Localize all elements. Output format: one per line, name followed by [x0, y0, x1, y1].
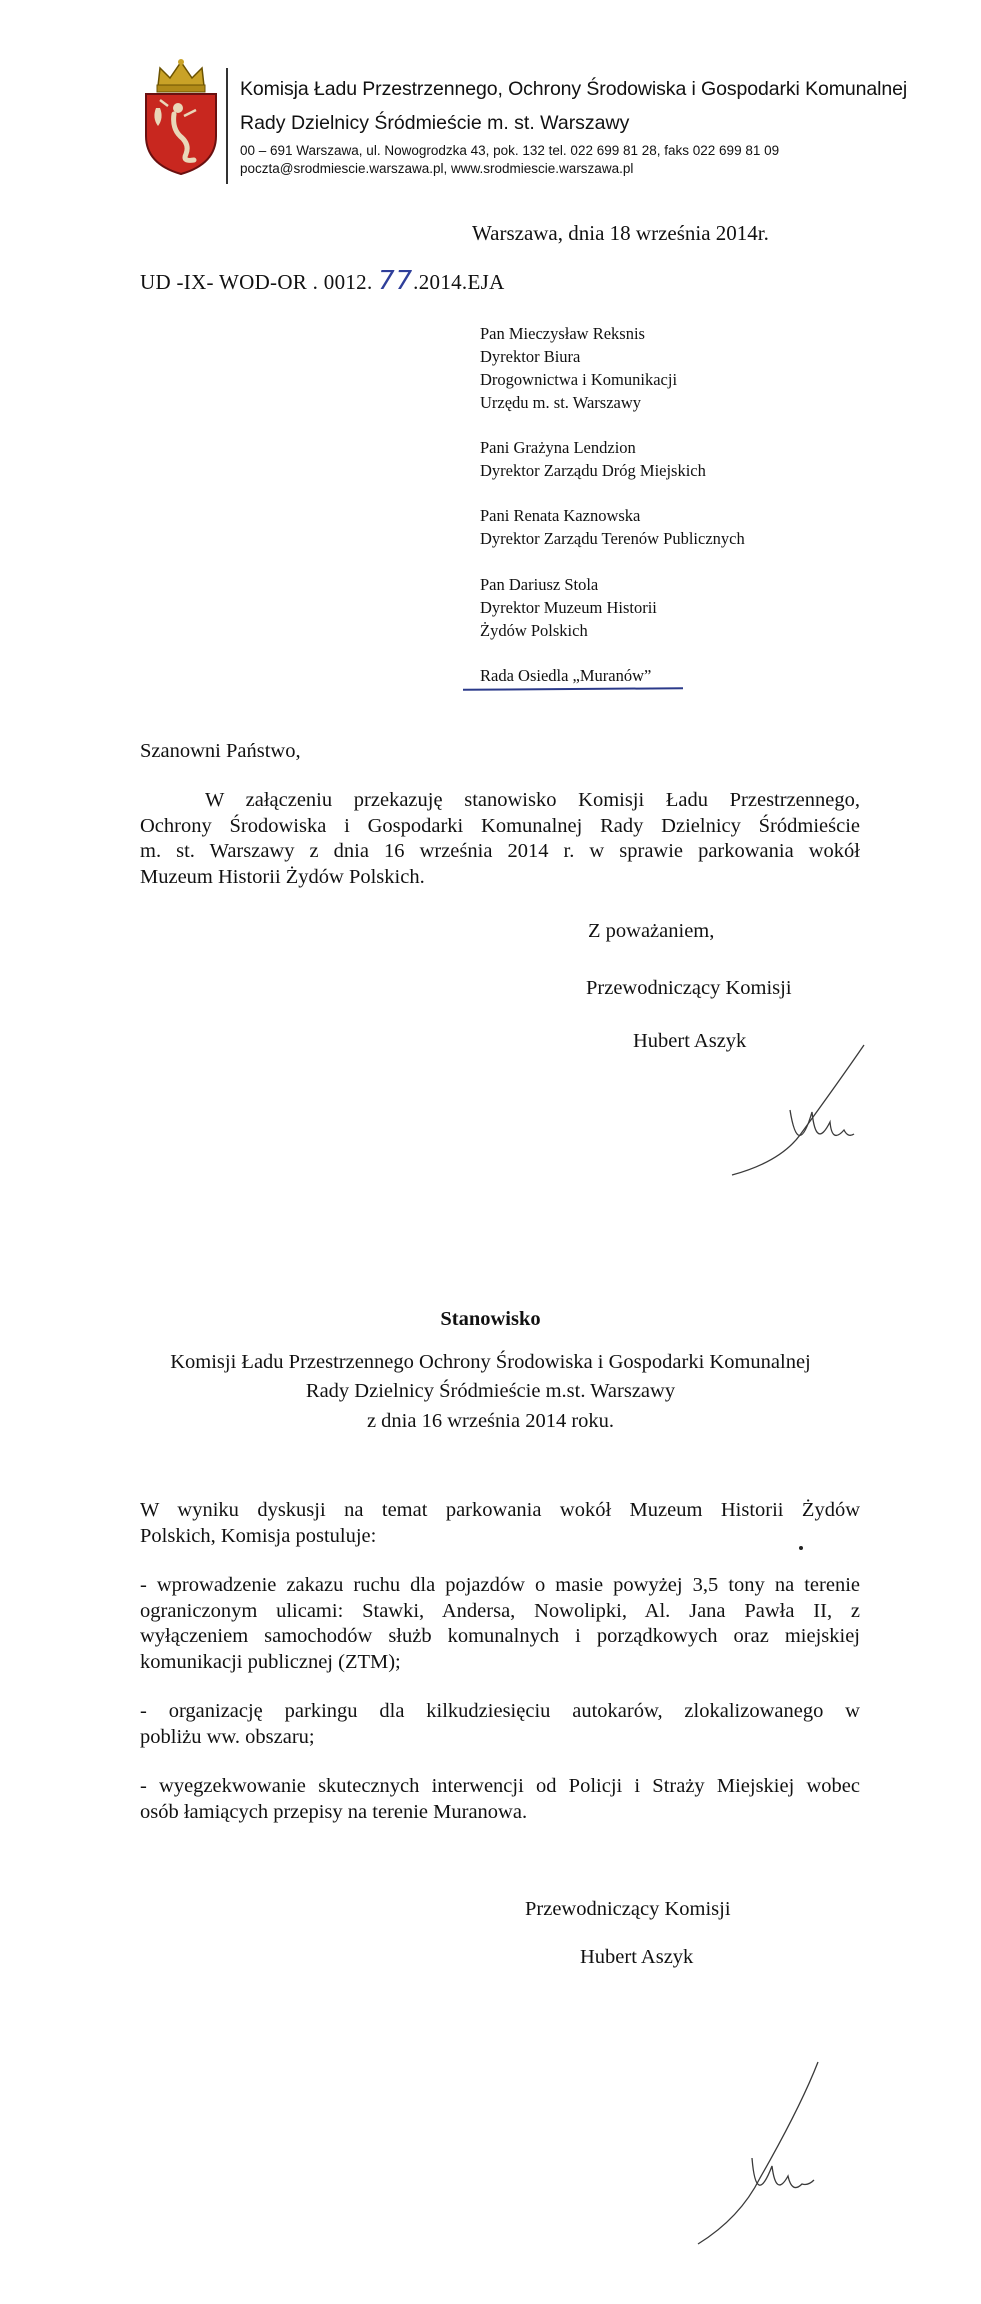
point-line: - wprowadzenie zakazu ruchu dla pojazdów o masie powyżej 3,5 tony na terenie — [140, 1574, 860, 1596]
point-line: - wyegzekwowanie skutecznych interwencji od Policji i Straży Miejskiej wobec — [140, 1775, 860, 1797]
signer-title: Przewodniczący Komisji — [586, 977, 792, 999]
recipient-line: Żydów Polskich — [480, 621, 588, 640]
org-contact: poczta@srodmiescie.warszawa.pl, www.srodmiescie.warszawa.pl — [240, 161, 634, 176]
recipient-line: Drogownictwa i Komunikacji — [480, 370, 678, 389]
reference-prefix: UD -IX- WOD-OR . 0012. — [140, 270, 379, 294]
org-council: Rady Dzielnicy Śródmieście m. st. Warszawy — [240, 112, 630, 134]
point-line: ograniczonym ulicami: Stawki, Andersa, Nowolipki, Al. Jana Pawła II, z — [140, 1599, 860, 1622]
handwritten-signature-2 — [690, 2058, 850, 2248]
reference-suffix: .2014.EJA — [413, 270, 505, 294]
recipient-lendzion — [480, 436, 780, 482]
recipient-line: Pan Mieczysław Reksnis — [480, 324, 645, 343]
org-name: Komisja Ładu Przestrzennego, Ochrony Środowiska i Gospodarki Komunalnej — [240, 78, 908, 100]
closing: Z poważaniem, — [588, 920, 715, 942]
recipient-line: Pani Grażyna Lendzion — [480, 438, 636, 457]
statement-heading: Stanowisko — [440, 1308, 541, 1330]
recipient-line: Pani Renata Kaznowska — [480, 506, 641, 525]
salutation: Szanowni Państwo, — [140, 740, 301, 762]
reference-handwritten-number: 77 — [378, 266, 414, 296]
signer-name: Hubert Aszyk — [633, 1030, 747, 1052]
recipient-line: Dyrektor Biura — [480, 347, 581, 366]
statement-intro — [140, 1498, 860, 1549]
recipient-line: Rada Osiedla „Muranów” — [480, 666, 652, 685]
statement-subheading-line: Komisji Ładu Przestrzennego Ochrony Środowiska i Gospodarki Komunalnej — [170, 1351, 811, 1373]
recipient-muranow-council — [480, 664, 780, 687]
point-line: pobliżu ww. obszaru; — [140, 1725, 315, 1748]
letter-body — [140, 788, 860, 890]
point-line: osób łamiących przepisy na terenie Muranowa. — [140, 1800, 528, 1823]
body-line: m. st. Warszawy z dnia 16 września 2014 r. w sprawie parkowania wokół — [140, 840, 860, 862]
recipient-stola — [480, 573, 780, 642]
recipient-line: Dyrektor Zarządu Terenów Publicznych — [480, 529, 745, 548]
body-line: Ochrony Środowiska i Gospodarki Komunalnej Rady Dzielnicy Śródmieście — [140, 814, 860, 837]
letterhead-divider — [226, 68, 228, 184]
handwritten-signature — [720, 1040, 870, 1180]
recipient-reksnis — [480, 322, 780, 414]
statement-signer-title: Przewodniczący Komisji — [525, 1898, 731, 1920]
scan-speck — [799, 1546, 803, 1550]
statement-subheading-line: Rady Dzielnicy Śródmieście m.st. Warszawy — [305, 1380, 676, 1402]
body-line: W załączeniu przekazuję stanowisko Komisji Ładu Przestrzennego, — [205, 789, 860, 811]
warsaw-crest-icon — [138, 56, 224, 176]
handwritten-underline — [463, 687, 683, 691]
body-line: Muzeum Historii Żydów Polskich. — [140, 865, 425, 888]
intro-line: Polskich, Komisja postuluje: — [140, 1524, 377, 1547]
point-line: komunikacji publicznej (ZTM); — [140, 1650, 401, 1673]
point-line: wyłączeniem samochodów służb komunalnych i porządkowych oraz miejskiej — [140, 1625, 860, 1647]
recipient-line: Dyrektor Muzeum Historii — [480, 598, 657, 617]
recipient-line: Pan Dariusz Stola — [480, 575, 599, 594]
recipient-line: Urzędu m. st. Warszawy — [480, 393, 642, 412]
statement-point-3 — [140, 1774, 860, 1825]
statement-signer-name: Hubert Aszyk — [580, 1946, 694, 1968]
letter-date: Warszawa, dnia 18 września 2014r. — [472, 221, 769, 245]
reference-number — [140, 266, 505, 296]
point-line: - organizację parkingu dla kilkudziesięciu autokarów, zlokalizowanego w — [140, 1700, 860, 1722]
recipient-line: Dyrektor Zarządu Dróg Miejskich — [480, 461, 706, 480]
recipient-kaznowska — [480, 504, 780, 550]
statement-point-2 — [140, 1699, 860, 1750]
statement-subheading-line: z dnia 16 września 2014 roku. — [366, 1410, 615, 1432]
statement-point-1 — [140, 1573, 860, 1675]
intro-line: W wyniku dyskusji na temat parkowania wokół Muzeum Historii Żydów — [140, 1499, 860, 1521]
org-address: 00 – 691 Warszawa, ul. Nowogrodzka 43, pok. 132 tel. 022 699 81 28, faks 022 699 81 09 — [240, 143, 780, 158]
